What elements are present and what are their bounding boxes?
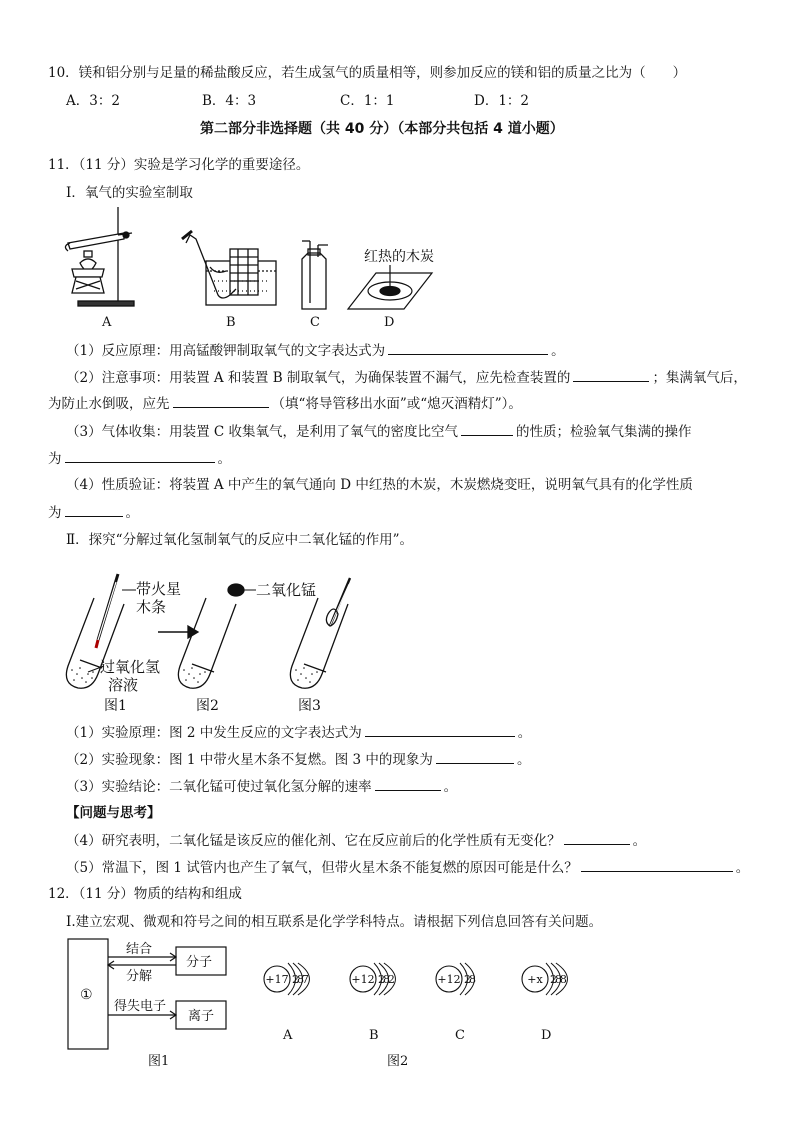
atom-diagram-a (264, 963, 309, 1043)
answer-blank[interactable] (581, 858, 733, 872)
answer-blank[interactable] (65, 449, 215, 463)
answer-blank[interactable] (365, 723, 515, 737)
q12-intro: Ⅰ.建立宏观、微观和符号之间的相互联系是化学学科特点。请根据下列信息回答有关问题。 (66, 914, 603, 930)
answer-blank[interactable] (564, 831, 630, 845)
test-tube-figure (58, 570, 378, 712)
apparatus-c (302, 241, 328, 309)
q12-head: 12．（11 分）物质的结构和组成 (48, 886, 242, 902)
electron-count: 8 (468, 973, 476, 986)
q11-p2b: 为防止水倒吸，应先 （填“将导管移出水面”或“熄灭酒精灯”）。 (48, 396, 522, 412)
atom-diagram-d (522, 963, 567, 1043)
apparatus-label-c: C (310, 315, 320, 330)
apparatus-label-d: D (384, 315, 395, 330)
q11-think: 【问题与思考】 (66, 805, 161, 821)
q11-e2: （2）实验现象：图 1 中带火星木条不复燃。图 3 中的现象为 。 (66, 752, 531, 768)
electron-count: 8 (554, 973, 562, 986)
answer-blank[interactable] (461, 422, 513, 436)
splint-label-2: 木条 (136, 598, 167, 616)
electron-count: 2 (464, 973, 471, 986)
nucleus-charge: +x (527, 973, 543, 986)
q11-p3a: （3）气体收集：用装置 C 收集氧气，是利用了氧气的密度比空气 的性质；检验氧气集满的操作 (66, 424, 692, 440)
atom-diagram-b (350, 963, 395, 1043)
apparatus-label-b: B (226, 315, 236, 330)
apparatus-a (65, 207, 134, 306)
q10-option-b: B．4：3 (202, 93, 257, 109)
molecule-label: 分子 (186, 955, 213, 970)
splint-label: 带火星 (136, 580, 182, 598)
fig1-caption: 图1 (104, 698, 127, 712)
q11-e4: （4）研究表明，二氧化锰是该反应的催化剂、它在反应前后的化学性质有无变化？ 。 (66, 833, 647, 849)
q10-option-d: D．1：2 (474, 93, 530, 109)
fig2-caption: 图2 (196, 698, 219, 712)
answer-blank[interactable] (173, 394, 269, 408)
electron-count: 7 (301, 973, 309, 986)
electron-count: 2 (292, 973, 299, 986)
q11-e3: （3）实验结论：二氧化锰可使过氧化氢分解的速率 。 (66, 779, 458, 795)
h2o2-label: 过氧化氢 (100, 658, 161, 676)
answer-blank[interactable] (388, 341, 548, 355)
combine-label: 结合 (126, 942, 153, 957)
q11-p3b: 为 。 (48, 451, 231, 467)
nucleus-charge: +12 (351, 973, 375, 986)
apparatus-b (182, 231, 276, 305)
electron-count: 2 (387, 973, 395, 986)
atom-diagram-c (436, 963, 476, 1043)
decompose-label: 分解 (126, 969, 153, 984)
q11-head: 11．（11 分）实验是学习化学的重要途径。 (48, 157, 310, 173)
fig3-caption: 图3 (298, 698, 321, 712)
part2-title: 第二部分非选择题（共 40 分）（本部分共包括 4 道小题） (200, 121, 564, 137)
q10-option-a: A．3：2 (66, 93, 120, 109)
atom-label: C (455, 1028, 465, 1043)
answer-blank[interactable] (375, 777, 441, 791)
electron-count: 8 (382, 973, 390, 986)
concept-circle: ① (80, 987, 93, 1003)
q11-p2a: （2）注意事项：用装置 A 和装置 B 制取氧气，为确保装置不漏气，应先检查装置的 ；集满氧气后， (66, 370, 747, 386)
q10-stem: 10．镁和铝分别与足量的稀盐酸反应，若生成氢气的质量相等，则参加反应的镁和铝的质量之比为（ ） (48, 65, 687, 81)
q11-p4a: （4）性质验证：将装置 A 中产生的氧气通向 D 中红热的木炭，木炭燃烧变旺，说明氧气具有的化学性质 (66, 477, 693, 493)
nucleus-charge: +17 (265, 973, 289, 986)
mno2-label: 二氧化锰 (256, 581, 317, 599)
h2o2-label-2: 溶液 (108, 676, 139, 694)
electron-label: 得失电子 (114, 999, 167, 1014)
atom-label: D (541, 1028, 552, 1043)
fig1-caption-q12: 图1 (148, 1054, 170, 1069)
electron-count: 2 (550, 973, 557, 986)
tube-3 (290, 598, 348, 688)
q11-e5: （5）常温下，图 1 试管内也产生了氧气，但带火星木条不能复燃的原因可能是什么？ 。 (66, 860, 750, 876)
fig2-caption-q12: 图2 (387, 1054, 409, 1067)
q11-e1: （1）实验原理：图 2 中发生反应的文字表达式为 。 (66, 725, 532, 741)
electron-count: 8 (296, 973, 304, 986)
tube-2 (178, 598, 236, 688)
apparatus-figure (58, 205, 458, 335)
charcoal-label: 红热的木炭 (364, 249, 434, 265)
apparatus-d (348, 265, 432, 309)
q11-p4b: 为 。 (48, 505, 139, 521)
q11-sec1-title: Ⅰ．氧气的实验室制取 (66, 185, 193, 201)
q11-p1: （1）反应原理：用高锰酸钾制取氧气的文字表达式为 。 (66, 343, 565, 359)
answer-blank[interactable] (65, 503, 123, 517)
electron-count: 2 (378, 973, 385, 986)
q11-sec2-title: Ⅱ．探究“分解过氧化氢制氧气的反应中二氧化锰的作用”。 (66, 532, 413, 548)
nucleus-charge: +12 (437, 973, 461, 986)
atom-label: B (369, 1028, 379, 1043)
ion-label: 离子 (188, 1009, 215, 1024)
answer-blank[interactable] (573, 368, 649, 382)
apparatus-label-a: A (102, 315, 112, 330)
electron-count: 8 (559, 973, 567, 986)
answer-blank[interactable] (436, 750, 514, 764)
atom-diagrams (255, 955, 575, 1067)
q10-option-c: C．1：1 (340, 93, 395, 109)
atom-label: A (283, 1028, 293, 1043)
concept-diagram (60, 935, 260, 1075)
